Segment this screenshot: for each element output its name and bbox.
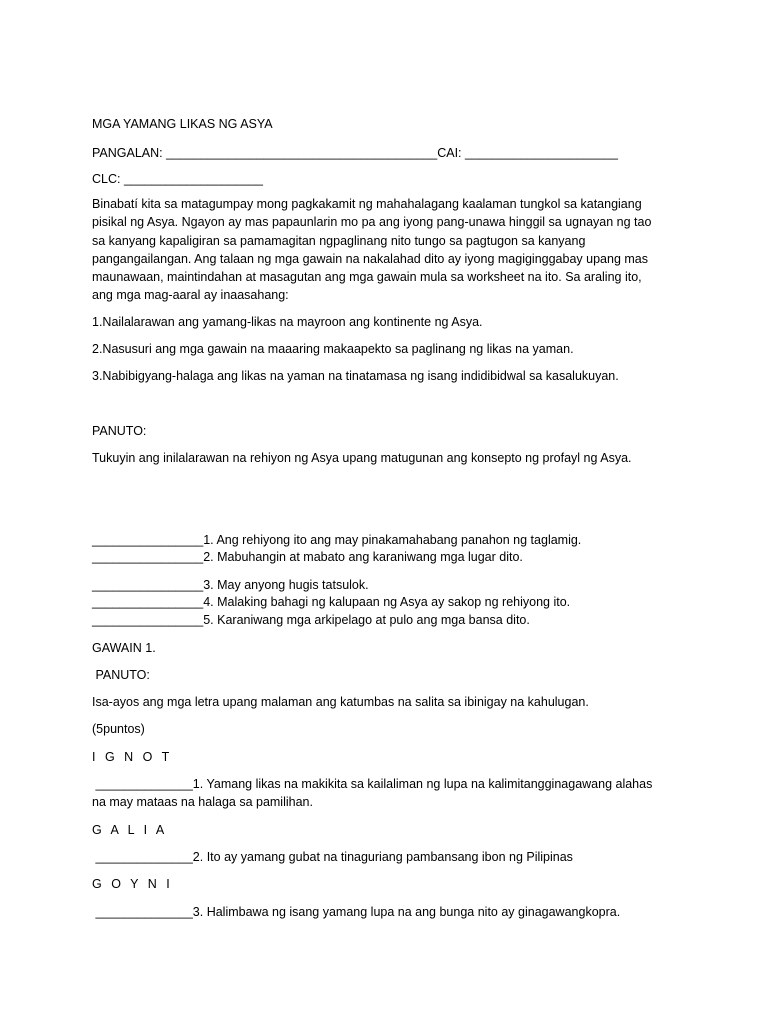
word-question: ______________3. Halimbawa ng isang yamang lupa na ang bunga nito ay ginagawangkopra. xyxy=(92,905,621,919)
name-cai-line: PANGALAN: _______________________________________CAI: ______________________ xyxy=(92,146,618,160)
scrambled-word: G A L I A xyxy=(92,823,168,837)
intro-line: pangangailangan. Ang talaan ng mga gawain na nakalahad dito ay iyong magiginggabay upang mas xyxy=(92,251,648,266)
document-title: MGA YAMANG LIKAS NG ASYA xyxy=(92,117,273,131)
gawain-heading: GAWAIN 1. xyxy=(92,641,156,655)
region-question: ________________4. Malaking bahagi ng kalupaan ng Asya ay sakop ng rehiyong ito. xyxy=(92,595,571,609)
word-question-continued: na may mataas na halaga sa pamilihan. xyxy=(92,795,313,809)
objective-item: 3.Nabibigyang-halaga ang likas na yaman na tinatamasa ng isang indidibidwal sa kasalukuyan. xyxy=(92,369,619,383)
panuto-heading: PANUTO: xyxy=(92,424,147,438)
intro-paragraph xyxy=(92,195,677,305)
region-question: ________________1. Ang rehiyong ito ang may pinakamahabang panahon ng taglamig. xyxy=(92,533,582,547)
word-question: ______________1. Yamang likas na makikita sa kailaliman ng lupa na kalimitangginagawang alahas xyxy=(92,777,653,791)
points-note: (5puntos) xyxy=(92,722,145,736)
region-question: ________________3. May anyong hugis tatsulok. xyxy=(92,578,369,592)
panuto-instruction: Tukuyin ang inilalarawan na rehiyon ng Asya upang matugunan ang konsepto ng profayl ng Asya. xyxy=(92,451,632,465)
panuto-heading: PANUTO: xyxy=(92,668,150,682)
scrambled-word: I G N O T xyxy=(92,750,173,764)
region-question: ________________5. Karaniwang mga arkipelago at pulo ang mga bansa dito. xyxy=(92,613,530,627)
objective-item: 2.Nasusuri ang mga gawain na maaaring makaapekto sa paglinang ng likas na yaman. xyxy=(92,342,574,356)
intro-line: ang mga mag-aaral ay inaasahang: xyxy=(92,288,289,303)
intro-line: pisikal ng Asya. Ngayon ay mas papaunlarin mo pa ang iyong pang-unawa hinggil sa ugnayan ng tao xyxy=(92,215,652,230)
objective-item: 1.Nailalarawan ang yamang-likas na mayroon ang kontinente ng Asya. xyxy=(92,315,483,329)
scrambled-word: G O Y N I xyxy=(92,877,173,891)
intro-line: maunawaan, maintindahan at masagutan ang mga gawain mula sa worksheet na ito. Sa araling ito, xyxy=(92,270,642,285)
intro-line: Binabatí kita sa matagumpay mong pagkakamit ng mahahalagang kaalaman tungkol sa katangiang xyxy=(92,197,642,211)
word-question: ______________2. Ito ay yamang gubat na tinaguriang pambansang ibon ng Pilipinas xyxy=(92,850,573,864)
region-question: ________________2. Mabuhangin at mabato ang karaniwang mga lugar dito. xyxy=(92,550,523,564)
intro-line: sa kanyang kapaligiran sa pamamagitan ngpaglinang nito tungo sa pagtugon sa kanyang xyxy=(92,233,586,248)
clc-line: CLC: ____________________ xyxy=(92,172,263,186)
panuto-instruction: Isa-ayos ang mga letra upang malaman ang katumbas na salita sa ibinigay na kahulugan. xyxy=(92,695,589,709)
